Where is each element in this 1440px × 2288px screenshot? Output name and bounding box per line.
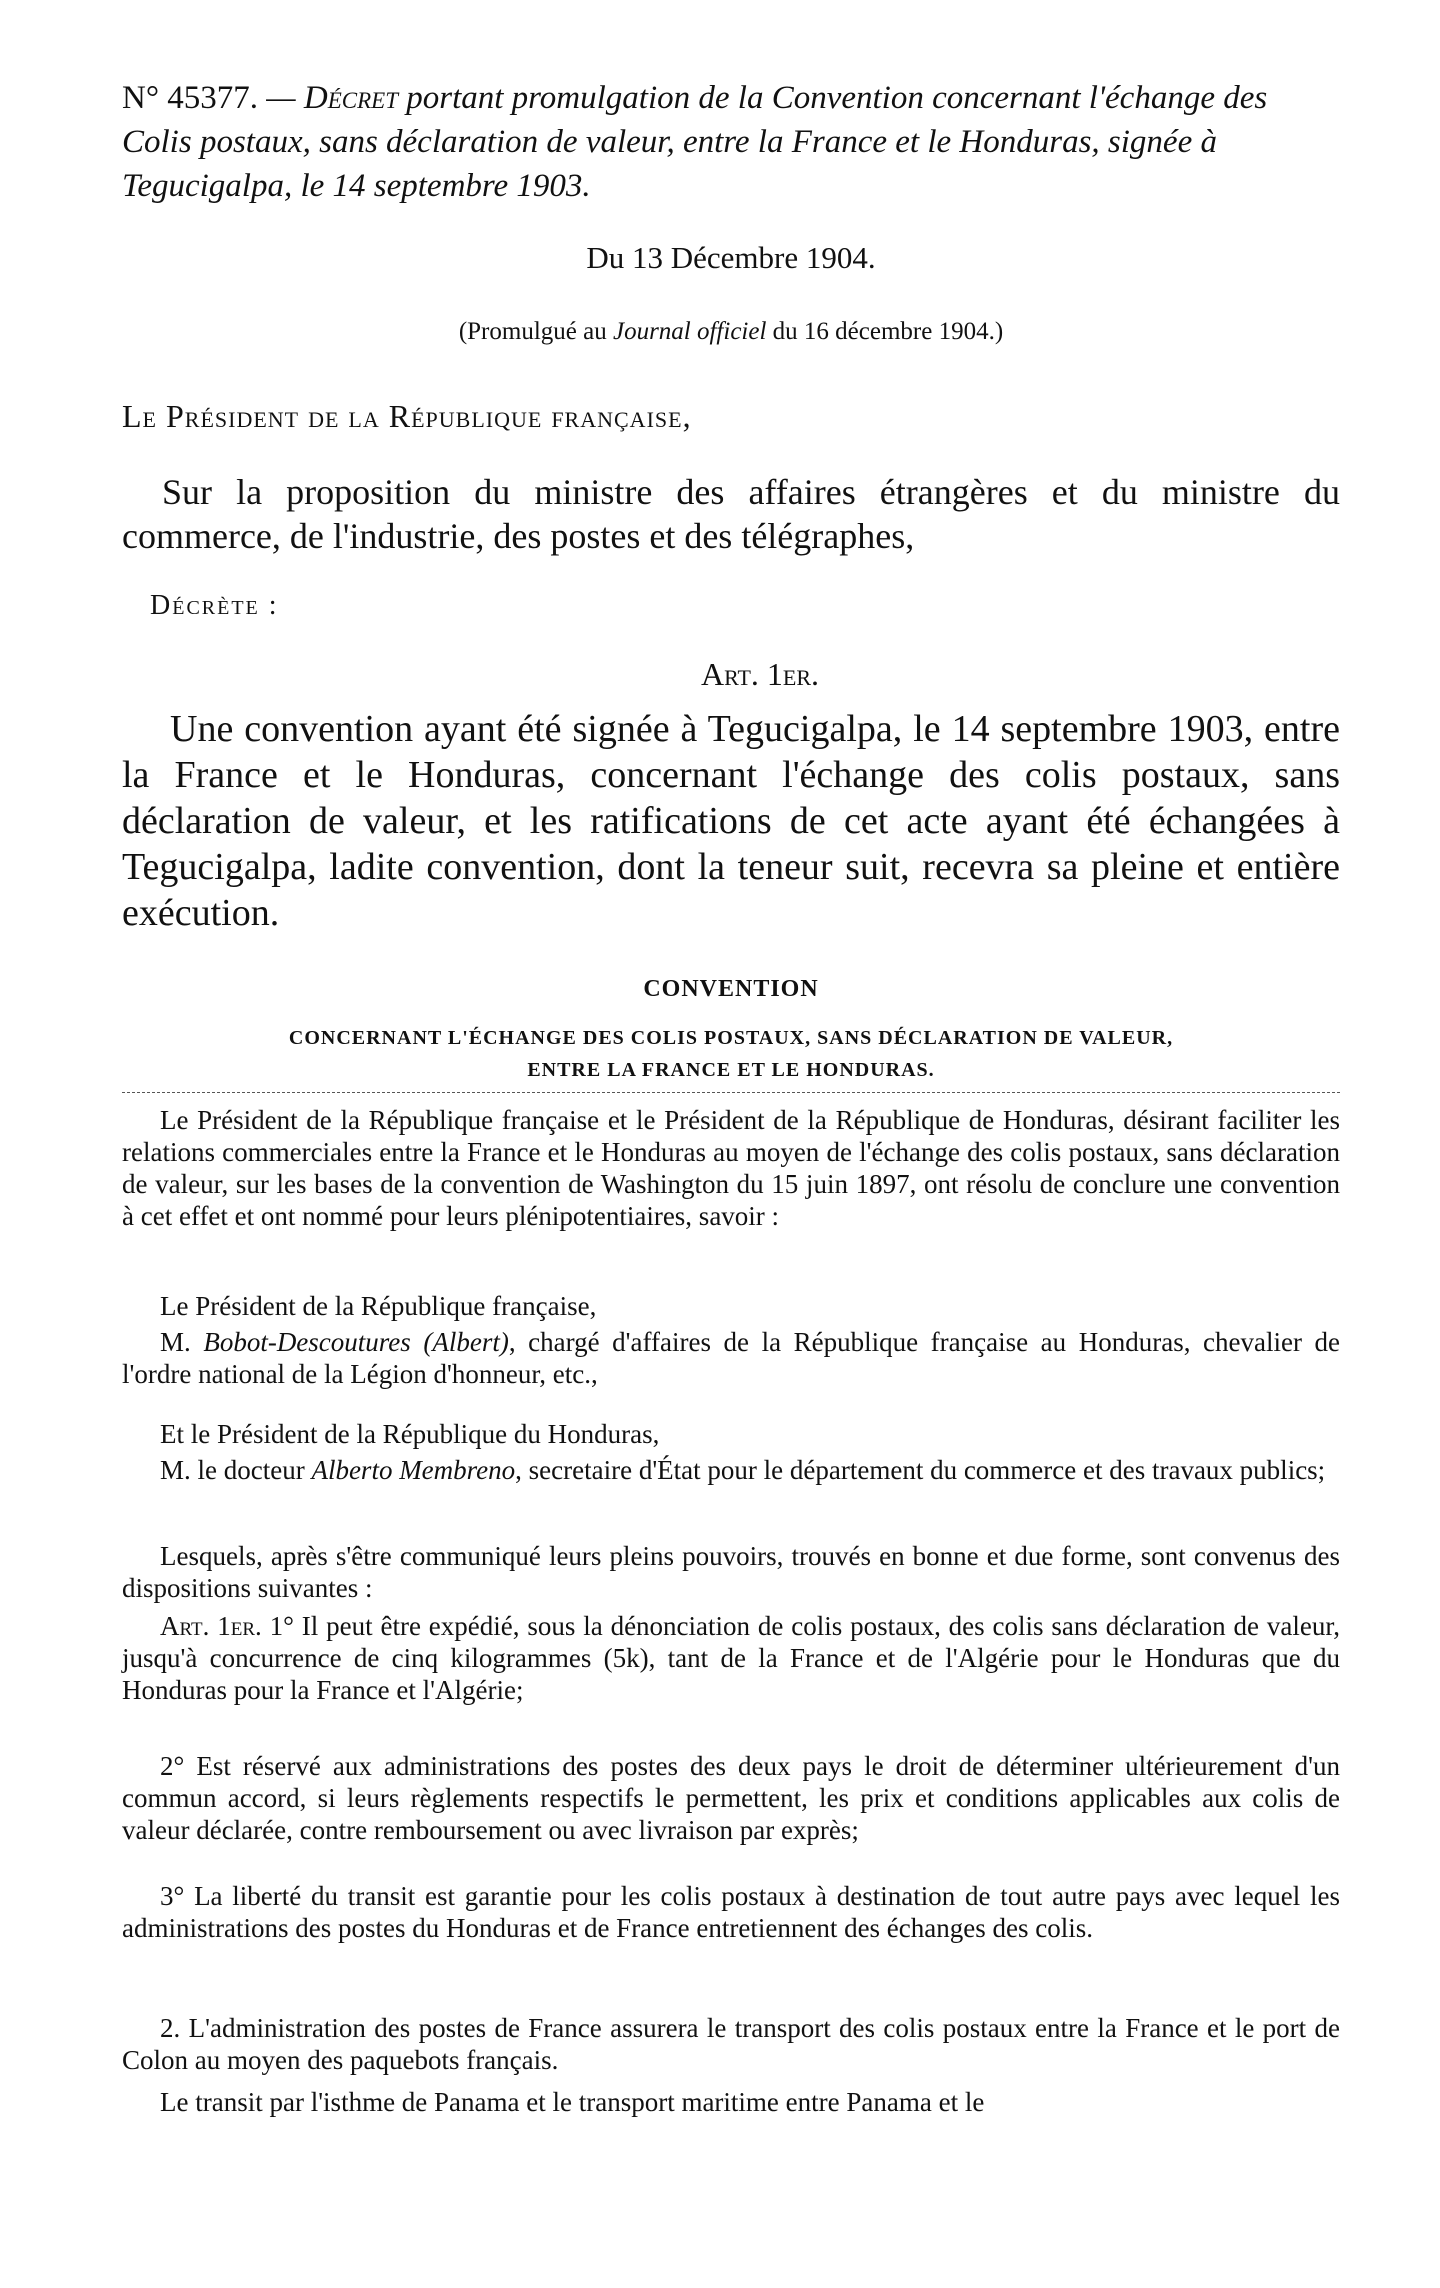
president-heading: Le Président de la République française, — [122, 398, 692, 434]
decree-title: portant promulgation de la Convention concernant l'échange des Colis postaux, sans déclaration de valeur, entre la France et le Honduras, signée à Tegucigalpa, le 14 septembre 1903. — [122, 80, 1268, 204]
decree-header — [122, 76, 1340, 208]
promulgation-note — [122, 318, 1340, 346]
decrete-heading: Décrète : — [150, 590, 279, 621]
plenipotentiary-honduras-prefix: M. le docteur — [160, 1455, 312, 1485]
plenipotentiary-honduras-rest: , secretaire d'État pour le département du commerce et des travaux publics; — [515, 1455, 1326, 1485]
convention-title: CONVENTION — [643, 976, 819, 1002]
promulgation-after: du 16 décembre 1904.) — [766, 318, 1004, 345]
convention-subtitle — [122, 1022, 1340, 1086]
promulgation-before: (Promulgué au — [458, 318, 613, 345]
decree-word: Décret — [303, 80, 398, 116]
intro-paragraph: Sur la proposition du ministre des affaires étrangères et du ministre du commerce, de l'industrie, des postes et des télégraphes, — [122, 472, 1340, 556]
plenipotentiary-honduras — [122, 1454, 1340, 1486]
article-1-heading: Art. 1er. — [700, 656, 819, 692]
president-honduras-line: Et le Président de la République du Honduras, — [160, 1419, 660, 1449]
convention-article-1-label: Art. 1er. — [160, 1611, 262, 1641]
plenipotentiary-france-name: Bobot-Descoutures (Albert) — [203, 1327, 509, 1357]
divider-rule — [122, 1092, 1340, 1093]
convention-article-1 — [122, 1610, 1340, 1706]
article-1-text: Une convention ayant été signée à Tegucigalpa, le 14 septembre 1903, entre la France et le Honduras, concernant l'échange des colis postaux, sans déclaration de valeur, et les ratifications de cet acte ayant été échangées à Tegucigalpa, ladite convention, dont la teneur suit, recevra sa pleine et entière exécution. — [122, 708, 1340, 934]
convention-subtitle-line2: ENTRE LA FRANCE ET LE HONDURAS. — [527, 1059, 935, 1081]
lesquels-paragraph: Lesquels, après s'être communiqué leurs pleins pouvoirs, trouvés en bonne et due forme, sont convenus des dispositions suivantes : — [122, 1541, 1340, 1603]
convention-article-2: 2. L'administration des postes de France assurera le transport des colis postaux entre la France et le port de Colon au moyen des paquebots français. — [122, 2013, 1340, 2075]
journal-name: Journal officiel — [612, 318, 767, 345]
plenipotentiary-france — [122, 1326, 1340, 1390]
plenipotentiary-france-prefix: M. — [160, 1327, 204, 1357]
convention-subtitle-line1: CONCERNANT L'ÉCHANGE DES COLIS POSTAUX, SANS DÉCLARATION DE VALEUR, — [288, 1027, 1174, 1049]
president-france-line: Le Président de la République française, — [160, 1291, 597, 1321]
convention-article-1-text: 1° Il peut être expédié, sous la dénonciation de colis postaux, des colis sans déclaration de valeur, jusqu'à concurrence de cinq kilogrammes (5k), tant de la France et de l'Algérie pour le Honduras que du Honduras pour la France et l'Algérie; — [122, 1611, 1340, 1705]
header-dash: — — [258, 80, 304, 116]
convention-article-2-continued: Le transit par l'isthme de Panama et le transport maritime entre Panama et le — [160, 2087, 985, 2117]
convention-article-1-item-3: 3° La liberté du transit est garantie pour les colis postaux à destination de tout autre pays avec lequel les administrations des postes du Honduras et de France entretiennent des échanges des colis. — [122, 1881, 1340, 1943]
decree-number: N° 45377. — [122, 80, 259, 116]
plenipotentiary-honduras-name: Alberto Membreno — [311, 1455, 516, 1485]
decree-date: Du 13 Décembre 1904. — [586, 240, 876, 275]
plenipotentiary-france-rest: , chargé d'affaires de la République française au Honduras, chevalier de l'ordre national de la Légion d'honneur, etc., — [122, 1327, 1340, 1389]
convention-article-1-item-2: 2° Est réservé aux administrations des postes des deux pays le droit de déterminer ultérieurement d'un commun accord, si leurs règlements respectifs le permettent, les prix et conditions applicables aux colis de valeur déclarée, contre remboursement ou avec livraison par exprès; — [122, 1751, 1340, 1845]
convention-preamble: Le Président de la République française et le Président de la République de Honduras, désirant faciliter les relations commerciales entre la France et le Honduras au moyen de l'échange des colis postaux, sans déclaration de valeur, sur les bases de la convention de Washington du 15 juin 1897, ont résolu de conclure une convention à cet effet et ont nommé pour leurs plénipotentiaires, savoir : — [122, 1105, 1340, 1231]
